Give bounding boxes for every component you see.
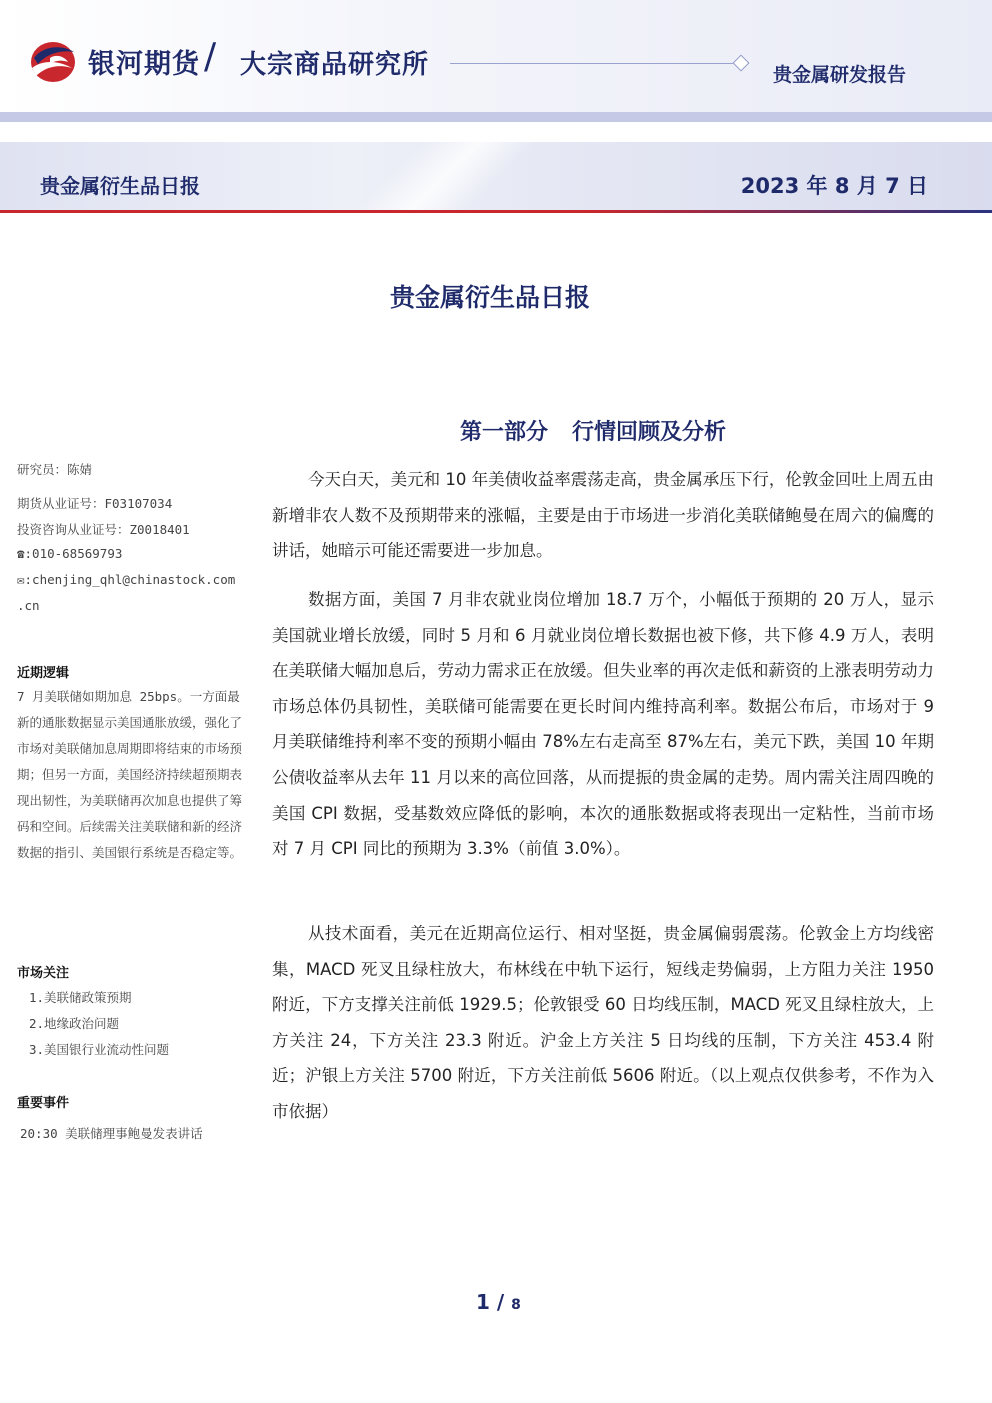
- paragraph-technical-analysis: 从技术面看，美元在近期高位运行、相对坚挺，贵金属偏弱震荡。伦敦金上方均线密集，MACD 死叉且绿柱放大，布林线在中轨下运行，短线走势偏弱，上方阻力关注 1950 附近，下方支撑关注前低 1929.5；伦敦银受 60 日均线压制，MACD 死叉且绿柱放大，上方关注 24，下方关注 23.3 附近。沪金上方关注 5 日均线的压制，下方关注 453.4 附近；沪银上方关注 5700 附近，下方关注前低 5606 附近。（以上观点仅供参考，不作为入市依据）: [272, 924, 934, 1121]
- band-title: 贵金属衍生品日报: [40, 174, 200, 198]
- page-total: 8: [511, 1297, 521, 1313]
- researcher: 研究员：陈婧: [17, 462, 93, 477]
- brand-subtitle: 大宗商品研究所: [240, 50, 430, 80]
- header-divider-line: [450, 63, 733, 64]
- report-header: [0, 0, 992, 112]
- page-number: [476, 1290, 521, 1314]
- header-stripe: [0, 112, 992, 122]
- decorative-light: [340, 142, 550, 210]
- brand-name: 银河期货: [88, 49, 200, 80]
- email-continuation[interactable]: .cn: [17, 598, 40, 613]
- advisory-cert: 投资咨询从业证号：Z0018401: [17, 522, 190, 537]
- focus-item: 2.地缘政治问题: [29, 1016, 120, 1031]
- focus-item: 1.美联储政策预期: [29, 990, 132, 1005]
- paragraph-market-review: 今天白天，美元和 10 年美债收益率震荡走高，贵金属承压下行，伦敦金回吐上周五由新增非农人数不及预期带来的涨幅，主要是由于市场进一步消化美联储鲍曼在周六的偏鹰的讲话，她暗示可能还需要进一步加息。: [272, 470, 934, 561]
- events-heading: 重要事件: [17, 1096, 70, 1111]
- email-row: [17, 572, 235, 587]
- report-date: 2023 年 8 月 7 日: [740, 174, 928, 198]
- report-type: 贵金属研发报告: [773, 64, 907, 86]
- galaxy-futures-logo-icon: [28, 38, 78, 84]
- logic-heading: 近期逻辑: [17, 666, 70, 681]
- page-current: 1: [476, 1290, 490, 1314]
- phone-number: :010-68569793: [24, 546, 123, 561]
- phone-row: [17, 546, 122, 561]
- document-title: 贵金属衍生品日报: [389, 283, 590, 312]
- email-icon: ✉: [17, 572, 25, 587]
- phone-icon: ☎: [17, 546, 25, 561]
- logic-text: 7 月美联储如期加息 25bps。一方面最新的通胀数据显示美国通胀放缓，强化了市场对美联储加息周期即将结束的市场预期；但另一方面，美国经济持续超预期表现出韧性，为美联储再次加息也提供了筹码和空间。后续需关注美联储和新的经济数据的指引、美国银行系统是否稳定等。: [17, 689, 243, 860]
- focus-item: 3.美国银行业流动性问题: [29, 1042, 170, 1057]
- brand-separator: /: [204, 36, 217, 77]
- event-item: 20:30 美联储理事鲍曼发表讲话: [20, 1126, 203, 1141]
- section-title: [460, 415, 726, 446]
- page-separator: /: [496, 1290, 505, 1314]
- paragraph-data-analysis: 数据方面，美国 7 月非农就业岗位增加 18.7 万个，小幅低于预期的 20 万人，显示美国就业增长放缓，同时 5 月和 6 月就业岗位增长数据也被下修，共下修 4.9 万人，表明在美联储大幅加息后，劳动力需求正在放缓。但失业率的再次走低和薪资的上涨表明劳动力市场总体仍具韧性，美联储可能需要在更长时间内维持高利率。数据公布后，市场对于 9 月美联储维持利率不变的预期小幅由 78%左右走高至 87%左右，美元下跌，美国 10 年期公债收益率从去年 11 月以来的高位回落，从而提振的贵金属的走势。周内需关注周四晚的美国 CPI 数据，受基数效应降低的影响，本次的通胀数据或将表现出一定粘性，当前市场对 7 月 CPI 同比的预期为 3.3%（前值 3.0%）。: [272, 590, 934, 859]
- email-address[interactable]: :chenjing_qhl@chinastock.com: [24, 572, 236, 587]
- accent-rule: [0, 210, 992, 213]
- title-band: [0, 142, 992, 210]
- diamond-icon: [733, 55, 750, 72]
- focus-heading: 市场关注: [17, 966, 70, 981]
- section-part: 第一部分: [460, 420, 549, 445]
- futures-cert: 期货从业证号：F03107034: [17, 496, 173, 511]
- section-name: 行情回顾及分析: [572, 420, 727, 445]
